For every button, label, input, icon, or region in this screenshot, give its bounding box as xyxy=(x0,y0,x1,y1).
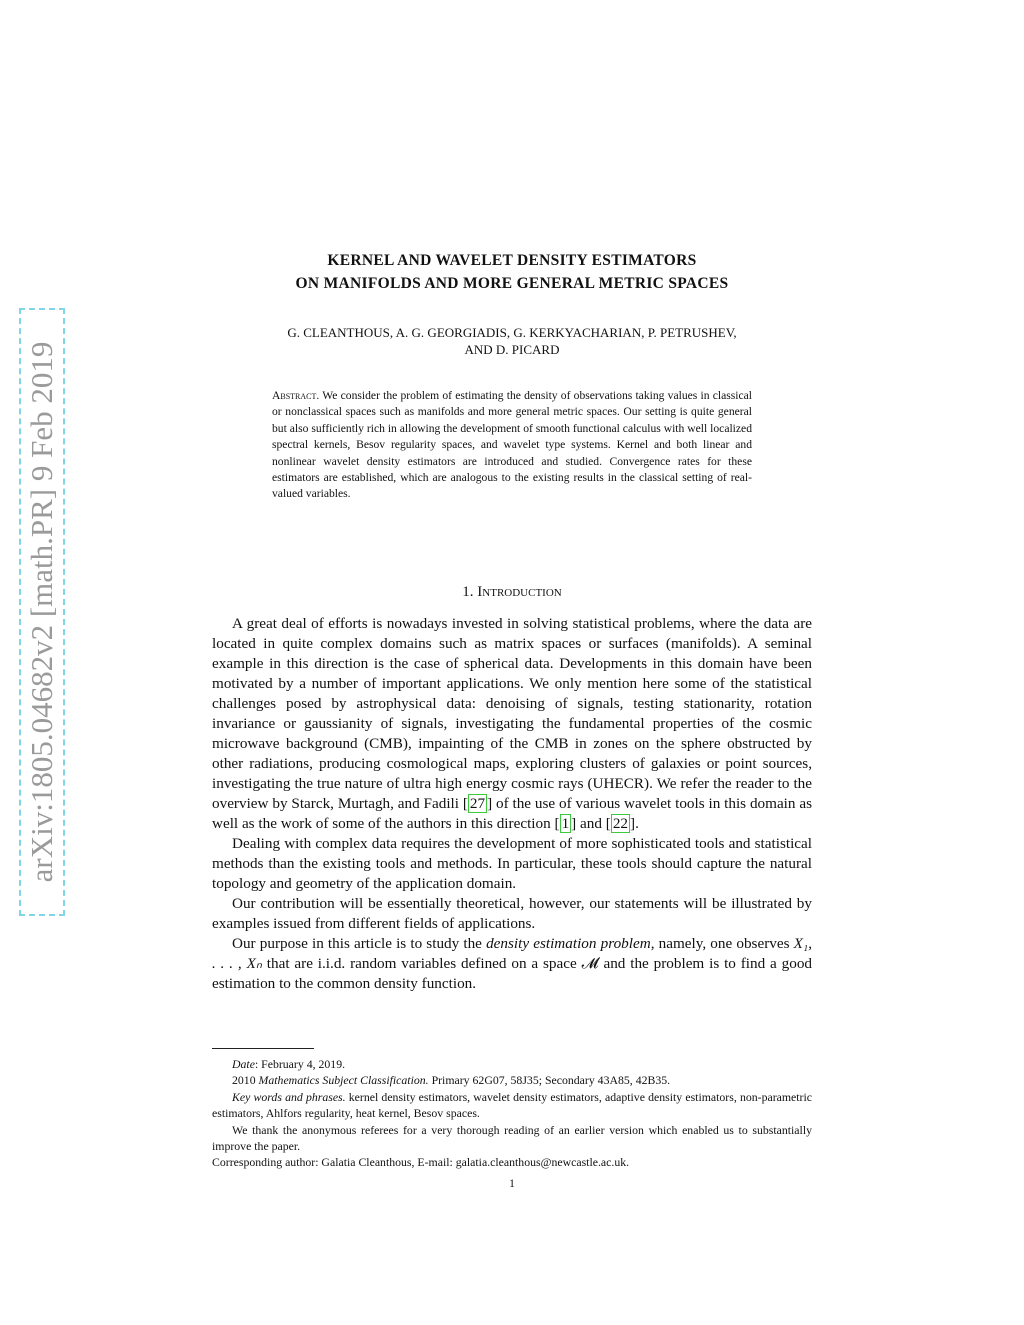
paragraph-1-text-a: A great deal of efforts is nowadays invested in solving statistical problems, where the data are located in quite complex domains such as matrix spaces or surfaces (manifolds). A seminal example in this direction is the case of spherical data. Developments in this domain have been motivated by a number of important applications. We only mention here some of the statistical challenges posed by astrophysical data: denoising of signals, testing stationarity, rotation invariance or gaussianity of signals, investigating the fundamental properties of the cosmic microwave background (CMB), impainting of the CMB in zones on the sphere obstructed by other radiations, producing cosmological maps, exploring clusters of galaxies or point sources, investigating the true nature of ultra high energy cosmic rays (UHECR). We refer the reader to the overview by Starck, Murtagh, and Fadili xyxy=(212,615,812,812)
footnote-msc xyxy=(212,1072,812,1088)
page-number: 1 xyxy=(509,1178,515,1190)
paragraph-4-math-variables: X₁, . . . , Xₙ xyxy=(212,935,812,972)
footnote-divider xyxy=(212,1048,314,1049)
paragraph-4 xyxy=(212,934,812,994)
section-title: Introduction xyxy=(477,584,562,600)
paragraph-4-text-b: , namely, one observes xyxy=(650,935,790,952)
paragraph-4-math-space: 𝓜 xyxy=(581,955,599,972)
footnote-keywords xyxy=(212,1089,812,1122)
paragraph-1: A great deal of efforts is nowadays invested in solving statistical problems, where the data are located in quite complex domains such as matrix spaces or surfaces (manifolds). A seminal example in this direction is the case of spherical data. Developments in this domain have been motivated by a number of important applications. We only mention here some of the statistical challenges posed by astrophysical data: denoising of signals, testing stationarity, rotation invariance or gaussianity of signals, investigating the fundamental properties of the cosmic microwave background (CMB), impainting of the CMB in zones on the sphere obstructed by other radiations, producing cosmological maps, exploring clusters of galaxies or point sources, investigating the true nature of ultra high energy cosmic rays (UHECR). We refer the reader to the overview by Starck, Murtagh, and Fadili [ 27 ] of the use of various wavelet tools in this domain as well as the work of some of the authors in this direction [ 1 ] and [ 22 ]. xyxy=(212,615,812,832)
citation-link-27[interactable]: 27 xyxy=(469,795,486,812)
paragraph-4-text-c: that are i.i.d. random variables defined on a space xyxy=(266,955,577,972)
abstract xyxy=(272,388,752,503)
arxiv-identifier-text[interactable]: arXiv:1805.04682v2 [math.PR] 9 Feb 2019 xyxy=(24,341,59,883)
paragraph-4-emphasis: density estimation problem xyxy=(486,935,651,952)
footnote-corresponding-author: Corresponding author: Galatia Cleanthous, E-mail: galatia.cleanthous@newcastle.ac.uk. xyxy=(212,1155,630,1170)
authors-line-2: AND D. PICARD xyxy=(464,342,560,357)
section-heading-introduction xyxy=(212,584,812,601)
abstract-label: Abstract. xyxy=(272,389,320,402)
paragraph-3: Our contribution will be essentially theoretical, however, our statements will be illustrated by examples issued from different fields of applications. xyxy=(212,895,812,932)
arxiv-identifier-stamp[interactable] xyxy=(19,308,65,916)
footnote-date xyxy=(212,1056,812,1072)
paragraph-1-text-b: of the use of various wavelet tools in this domain as well as the work of some of the authors in this direction xyxy=(212,795,812,832)
footnote-msc-label: Mathematics Subject Classification. xyxy=(258,1073,429,1088)
footnote-thanks: We thank the anonymous referees for a very thorough reading of an earlier version which enabled us to substantially improve the paper. xyxy=(212,1122,812,1154)
title-line-2: ON MANIFOLDS AND MORE GENERAL METRIC SPACES xyxy=(295,275,729,292)
paragraph-4-text-d: and the problem is to find a good estimation to the common density function. xyxy=(212,955,813,992)
section-number: 1. xyxy=(462,584,474,600)
footnote-msc-year: 2010 xyxy=(232,1073,256,1088)
abstract-text: We consider the problem of estimating the density of observations taking values in classical or nonclassical spaces such as manifolds and more general metric spaces. Our setting is quite general but also sufficiently rich in allowing the development of smooth functional calculus with well localized spectral kernels, Besov regularity spaces, and wavelet type systems. Kernel and both linear and nonlinear wavelet density estimators are introduced and studied. Convergence rates for these estimators are established, which are analogous to the existing results in the classical setting of real-valued variables. xyxy=(272,389,752,501)
paragraph-2: Dealing with complex data requires the development of more sophisticated tools and statistical methods than the existing tools and methods. In particular, these tools should capture the natural topology and geometry of the application domain. xyxy=(212,835,812,892)
footnote-msc-value: Primary 62G07, 58J35; Secondary 43A85, 42B35. xyxy=(431,1073,671,1088)
paragraph-1-text-and: and xyxy=(580,815,602,832)
footnotes xyxy=(212,1056,812,1171)
citation-link-22[interactable]: 22 xyxy=(612,815,628,832)
title-line-1: KERNEL AND WAVELET DENSITY ESTIMATORS xyxy=(327,252,697,269)
footnote-date-value: : February 4, 2019. xyxy=(254,1057,346,1071)
introduction-body xyxy=(212,614,812,994)
footnote-keywords-value: kernel density estimators, wavelet density estimators, adaptive density estimators, non-parametric estimators, Ahlfors regularity, heat kernel, Besov spaces. xyxy=(212,1089,812,1121)
paragraph-4-text-a: Our purpose in this article is to study the xyxy=(232,935,482,952)
citation-link-1[interactable]: 1 xyxy=(561,815,570,832)
author-list xyxy=(200,324,824,358)
paper-title xyxy=(200,249,824,295)
footnote-keywords-label: Key words and phrases. xyxy=(232,1089,346,1104)
authors-line-1: G. CLEANTHOUS, A. G. GEORGIADIS, G. KERKYACHARIAN, P. PETRUSHEV, xyxy=(287,325,737,340)
paragraph-1-period: . xyxy=(635,815,639,832)
footnote-date-label: Date xyxy=(232,1057,255,1071)
